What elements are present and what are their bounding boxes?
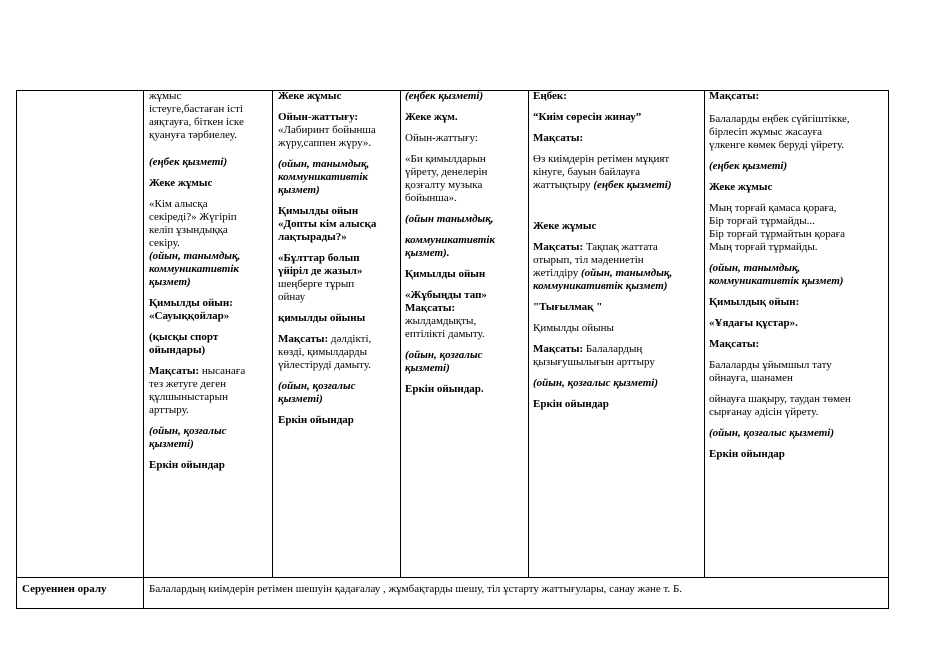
cell-line: аяқтауға, біткен іске: [149, 116, 244, 128]
table-right-border: [888, 90, 889, 609]
col-sep-2: [272, 90, 273, 578]
spacer: [709, 419, 884, 427]
cell-line: арттыру.: [149, 404, 189, 416]
cell-line: Еркін ойындар: [149, 459, 225, 471]
cell-line: (еңбек қызметі): [405, 90, 484, 102]
spacer: [278, 304, 396, 312]
cell-line: (ойын, қозғалыс: [405, 349, 483, 361]
cell-line: «Допты кім алысқа: [278, 218, 377, 230]
line-label: Мақсаты:: [533, 241, 584, 253]
cell-line: секіреді?» Жүгіріп: [149, 211, 237, 223]
cell-line: «Кім алысқа: [149, 198, 208, 210]
footer-text: Балалардың киімдерін ретімен шешуін қадағалау , жұмбақтарды шешу, тіл ұстарту жаттығулары, санау және т. Б.: [149, 583, 683, 595]
spacer: [709, 385, 884, 393]
cell-line: коммуникативтік қызмет): [533, 280, 668, 292]
cell-line: Мың торғай тұрмайды.: [709, 241, 818, 253]
spacer: [405, 205, 523, 213]
col-sep-4: [528, 90, 529, 578]
cell-line: қимылды ойыны: [278, 312, 366, 324]
table-cell-col1: [149, 90, 267, 472]
cell-line: (еңбек қызметі): [149, 156, 228, 168]
cell-line: Бір торғай тұрмайтын қораға: [709, 228, 846, 240]
spacer: [709, 351, 884, 359]
cell-line: «Ұядағы құстар».: [709, 317, 798, 329]
footer-row-border: [16, 577, 889, 578]
spacer: [405, 103, 523, 111]
cell-line: секіру.: [149, 237, 180, 249]
spacer: [533, 206, 701, 220]
spacer: [405, 341, 523, 349]
cell-line: «Бұлттар болып: [278, 252, 360, 264]
cell-line: «Лабиринт бойынша: [278, 124, 376, 136]
spacer: [533, 124, 701, 132]
cell-line: Еркін ойындар: [278, 414, 354, 426]
spacer: [533, 103, 701, 111]
cell-line: Қимылды ойыны: [533, 322, 614, 334]
spacer: [709, 194, 884, 202]
cell-line: Қимылды ойын: [405, 268, 486, 280]
cell-line: [533, 241, 701, 254]
cell-line: (ойын, танымдық,: [278, 158, 370, 170]
spacer: [533, 335, 701, 343]
spacer: [709, 330, 884, 338]
cell-line: Жеке жұмыс: [709, 181, 773, 193]
table-cell-col3: [405, 90, 523, 396]
line-activity: (ойын, танымдық,: [580, 267, 673, 279]
cell-line: үлкенге көмек беруді үйрету.: [709, 139, 845, 151]
cell-line: «Сауыққойлар»: [149, 310, 230, 322]
cell-line: Мақсаты:: [405, 302, 456, 314]
cell-line: қызығушылығын арттыру: [533, 356, 655, 368]
cell-line: ойындары): [149, 344, 206, 356]
cell-line: ойнауға, шанамен: [709, 372, 793, 384]
line-label: Мақсаты:: [533, 343, 584, 355]
spacer: [278, 325, 396, 333]
cell-line: істеуге,бастаған істі: [149, 103, 243, 115]
cell-line: коммуникативтік: [278, 171, 368, 183]
cell-line: сырғанау әдісін үйрету.: [709, 406, 819, 418]
cell-line: қуануға тәрбиелеу.: [149, 129, 237, 141]
cell-line: ойнауға шақыру, таудан төмен: [709, 393, 851, 405]
col-sep-5: [704, 90, 705, 578]
spacer: [709, 309, 884, 317]
spacer: [149, 323, 267, 331]
cell-line: Қимылды ойын: [278, 205, 359, 217]
cell-line: үйлестіруді дамыту.: [278, 359, 371, 371]
cell-line: келіп ұзындыққа: [149, 224, 228, 236]
cell-line: көзді, қимылдарды: [278, 346, 368, 358]
cell-line: құлшыныстарын: [149, 391, 228, 403]
spacer: [149, 357, 267, 365]
table-bottom-border: [16, 608, 889, 609]
cell-line: коммуникативтік қызмет): [709, 275, 844, 287]
spacer: [533, 314, 701, 322]
cell-line: қызметі): [149, 438, 194, 450]
cell-line: [149, 365, 267, 378]
cell-line: қозғалту музыка: [405, 179, 483, 191]
cell-line: Еркін ойындар.: [405, 383, 484, 395]
line-text: нысанаға: [199, 365, 246, 377]
spacer: [709, 173, 884, 181]
spacer: [405, 375, 523, 383]
line-activity: (еңбек қызметі): [593, 179, 672, 191]
table-cell-col5: [709, 90, 884, 461]
line-text: жаттықтыру: [533, 179, 594, 191]
spacer: [709, 288, 884, 296]
cell-line: қызметі): [405, 362, 450, 374]
cell-line: үйрету, денелерін: [405, 166, 488, 178]
cell-line: жылдамдықты,: [405, 315, 477, 327]
footer-label: Серуеннен оралу: [22, 583, 107, 595]
line-text: Балалардың: [583, 343, 643, 355]
spacer: [709, 440, 884, 448]
spacer: [149, 190, 267, 198]
col-sep-3: [400, 90, 401, 578]
spacer: [533, 390, 701, 398]
table-cell-col4: [533, 90, 701, 411]
spacer: [278, 197, 396, 205]
line-text: Тақпақ жаттата: [583, 241, 658, 253]
cell-line: [278, 333, 396, 346]
cell-line: Еркін ойындар: [709, 448, 785, 460]
cell-line: Еңбек:: [533, 90, 567, 102]
cell-line: кiнуге, бауын байлауға: [533, 166, 641, 178]
cell-line: отырып, тіл мәдениетін: [533, 254, 644, 266]
cell-line: қызмет): [278, 184, 320, 196]
cell-line: Ойын-жаттығу:: [405, 132, 478, 144]
cell-line: Ойын-жаттығу:: [278, 111, 359, 123]
spacer: [149, 417, 267, 425]
cell-line: Жеке жұмыс: [533, 220, 597, 232]
cell-line: Жеке жұм.: [405, 111, 458, 123]
cell-line: Қимылды ойын:: [149, 297, 233, 309]
spacer: [149, 289, 267, 297]
cell-line: (ойын, танымдық,: [149, 250, 241, 262]
spacer: [405, 124, 523, 132]
line-label: Мақсаты:: [278, 333, 329, 345]
line-text: жетілдіру: [533, 267, 581, 279]
spacer: [278, 150, 396, 158]
cell-line: жүру,саппен жүру».: [278, 137, 372, 149]
cell-line: ептілікті дамыту.: [405, 328, 485, 340]
spacer: [709, 254, 884, 262]
cell-line: Еркін ойындар: [533, 398, 609, 410]
cell-line: “Киім сөресін жинау”: [533, 111, 642, 123]
cell-line: қызмет): [149, 276, 191, 288]
cell-line: «Жұбыңды тап»: [405, 289, 487, 301]
cell-line: Жеке жұмыс: [278, 90, 342, 102]
cell-line: қызметі): [278, 393, 323, 405]
spacer: [405, 281, 523, 289]
table-cell-col2: [278, 90, 396, 427]
spacer: [405, 226, 523, 234]
cell-line: [533, 267, 701, 280]
cell-line: (қысқы спорт: [149, 331, 219, 343]
spacer: [149, 142, 267, 156]
cell-line: Мақсаты:: [709, 90, 760, 102]
cell-line: (ойын танымдық,: [405, 213, 494, 225]
cell-line: тез жетуге деген: [149, 378, 227, 390]
cell-line: Мақсаты:: [533, 132, 584, 144]
cell-line: Жеке жұмыс: [149, 177, 213, 189]
cell-line: Қимылдық ойын:: [709, 296, 800, 308]
spacer: [533, 145, 701, 153]
schedule-table: [16, 90, 889, 609]
spacer: [278, 244, 396, 252]
cell-line: (ойын, қозғалыс қызметі): [709, 427, 834, 439]
spacer: [533, 293, 701, 301]
spacer: [709, 103, 884, 113]
col-sep-1: [143, 90, 144, 609]
line-text: дәлдікті,: [328, 333, 372, 345]
spacer: [278, 103, 396, 111]
cell-line: Балаларды еңбек сүйгіштікке,: [709, 113, 850, 125]
spacer: [149, 451, 267, 459]
cell-line: қызмет).: [405, 247, 450, 259]
cell-line: (ойын, қозғалыс: [278, 380, 356, 392]
line-label: Мақсаты:: [149, 365, 200, 377]
cell-line: жұмыс: [149, 90, 182, 102]
cell-line: коммуникативтік: [149, 263, 239, 275]
cell-line: "Тығылмақ ": [533, 301, 603, 313]
cell-line: (ойын, қозғалыс: [149, 425, 227, 437]
spacer: [405, 260, 523, 268]
spacer: [709, 152, 884, 160]
cell-line: Мақсаты:: [709, 338, 760, 350]
cell-line: шеңберге тұрып: [278, 278, 355, 290]
spacer: [533, 233, 701, 241]
cell-line: (ойын, танымдық,: [709, 262, 801, 274]
spacer: [533, 192, 701, 206]
cell-line: (ойын, қозғалыс қызметі): [533, 377, 658, 389]
cell-line: Бір торғай тұрмайды...: [709, 215, 815, 227]
spacer: [278, 406, 396, 414]
cell-line: бойынша».: [405, 192, 457, 204]
cell-line: [533, 179, 701, 192]
cell-line: Мың торғай қамаса қораға,: [709, 202, 837, 214]
cell-line: «Би қимылдарын: [405, 153, 486, 165]
cell-line: лақтырады?»: [278, 231, 347, 243]
cell-line: Балаларды ұйымшыл тату: [709, 359, 832, 371]
cell-line: ойнау: [278, 291, 306, 303]
cell-line: Өз киімдерін ретімен мұқият: [533, 153, 670, 165]
cell-line: коммуникативтік: [405, 234, 495, 246]
cell-line: үйіріл де жазыл»: [278, 265, 363, 277]
cell-line: [533, 343, 701, 356]
spacer: [278, 372, 396, 380]
table-left-border: [16, 90, 17, 609]
spacer: [149, 169, 267, 177]
cell-line: бірлесіп жұмыс жасауға: [709, 126, 823, 138]
spacer: [405, 145, 523, 153]
cell-line: (еңбек қызметі): [709, 160, 788, 172]
spacer: [533, 369, 701, 377]
